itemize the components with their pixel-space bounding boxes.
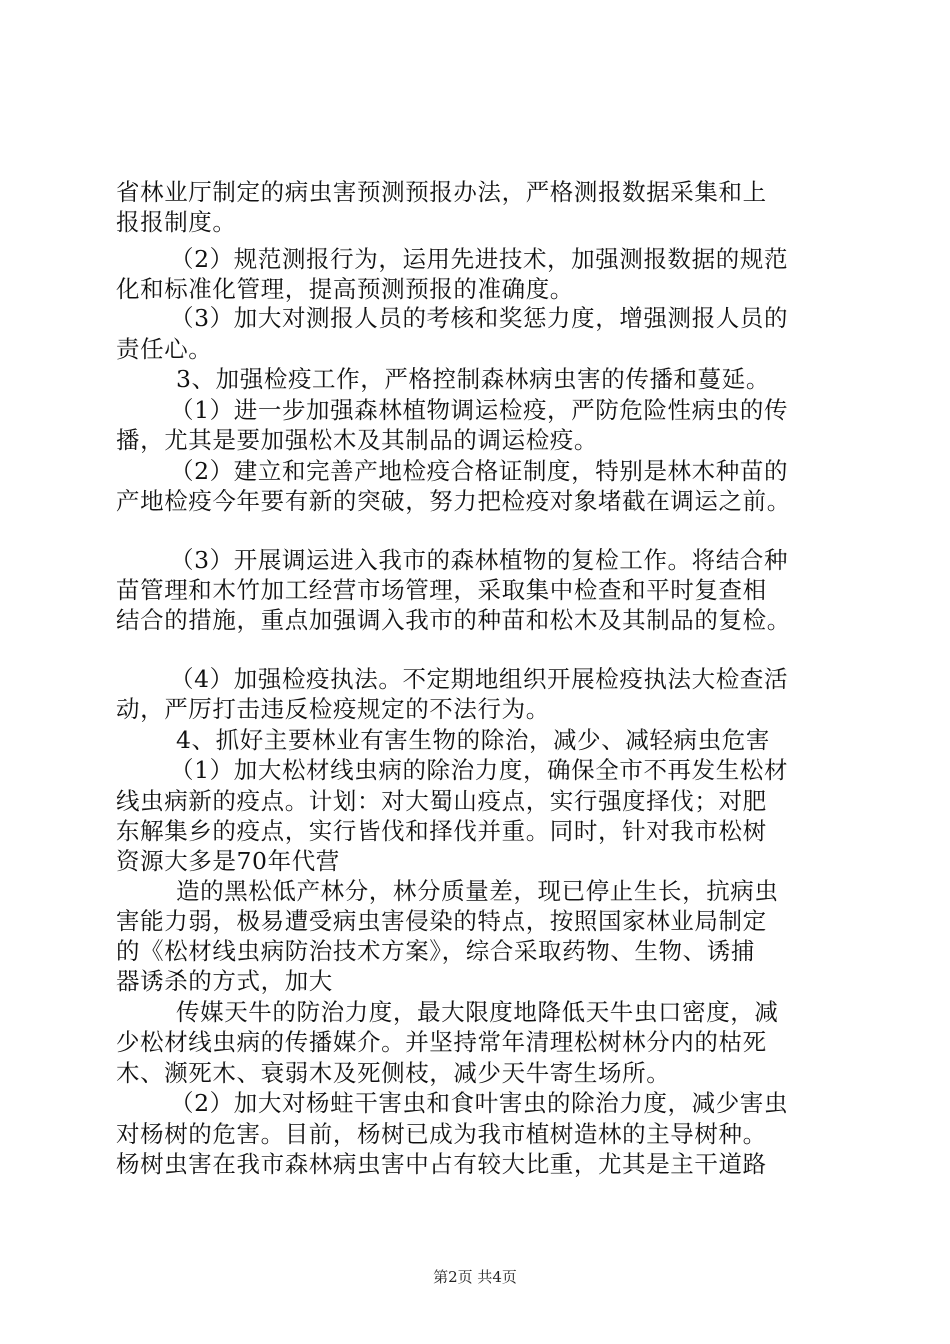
text-line: 造的黑松低产林分，林分质量差，现已停止生长，抗病虫 [176,877,779,905]
text-line: 资源大多是70年代营 [116,847,340,875]
text-line: 木、濒死木、衰弱木及死侧枝，减少天牛寄生场所。 [116,1059,671,1087]
text-line: 少松材线虫病的传播媒介。并坚持常年清理松树林分内的枯死 [116,1028,767,1056]
text-line: （2）建立和完善产地检疫合格证制度，特别是林木种苗的 [170,457,789,485]
text-line: 器诱杀的方式，加大 [116,967,333,995]
text-line: 责任心。 [116,335,213,363]
text-line: 害能力弱，极易遭受病虫害侵染的特点，按照国家林业局制定 [116,907,767,935]
text-line: （4）加强检疫执法。不定期地组织开展检疫执法大检查活 [170,665,789,693]
text-line: 线虫病新的疫点。计划：对大蜀山疫点，实行强度择伐；对肥 [116,787,767,815]
text-line: 苗管理和木竹加工经营市场管理，采取集中检查和平时复查相 [116,576,767,604]
text-line: 结合的措施，重点加强调入我市的种苗和松木及其制品的复检。 [116,606,791,634]
text-line: 杨树虫害在我市森林病虫害中占有较大比重，尤其是主干道路 [116,1150,767,1178]
text-line: 对杨树的危害。目前，杨树已成为我市植树造林的主导树种。 [116,1120,767,1148]
text-line: （2）规范测报行为，运用先进技术，加强测报数据的规范 [170,245,789,273]
text-line: 动，严厉打击违反检疫规定的不法行为。 [116,695,550,723]
text-line: 东解集乡的疫点，实行皆伐和择伐并重。同时，针对我市松树 [116,817,767,845]
text-line: （1）进一步加强森林植物调运检疫，严防危险性病虫的传 [170,396,789,424]
text-line: （1）加大松材线虫病的除治力度，确保全市不再发生松材 [170,756,789,784]
text-line: 播，尤其是要加强松木及其制品的调运检疫。 [116,426,598,454]
text-line: （3）开展调运进入我市的森林植物的复检工作。将结合种 [170,546,789,574]
text-line: （3）加大对测报人员的考核和奖惩力度，增强测报人员的 [170,304,789,332]
section-heading: 3、加强检疫工作，严格控制森林病虫害的传播和蔓延。 [176,365,770,393]
section-heading: 4、抓好主要林业有害生物的除治，减少、减轻病虫危害 [176,726,770,754]
text-line: 传媒天牛的防治力度，最大限度地降低天牛虫口密度，减 [176,998,779,1026]
text-line: 报报制度。 [116,208,237,236]
page-footer: 第2页 共4页 [433,1268,517,1286]
text-line: 化和标准化管理，提高预测预报的准确度。 [116,275,574,303]
text-line: 省林业厅制定的病虫害预测预报办法，严格测报数据采集和上 [116,178,767,206]
text-line: （2）加大对杨蛀干害虫和食叶害虫的除治力度，减少害虫 [170,1089,789,1117]
text-line: 产地检疫今年要有新的突破，努力把检疫对象堵截在调运之前。 [116,487,791,515]
text-line: 的《松材线虫病防治技术方案》，综合采取药物、生物、诱捕 [116,937,755,965]
